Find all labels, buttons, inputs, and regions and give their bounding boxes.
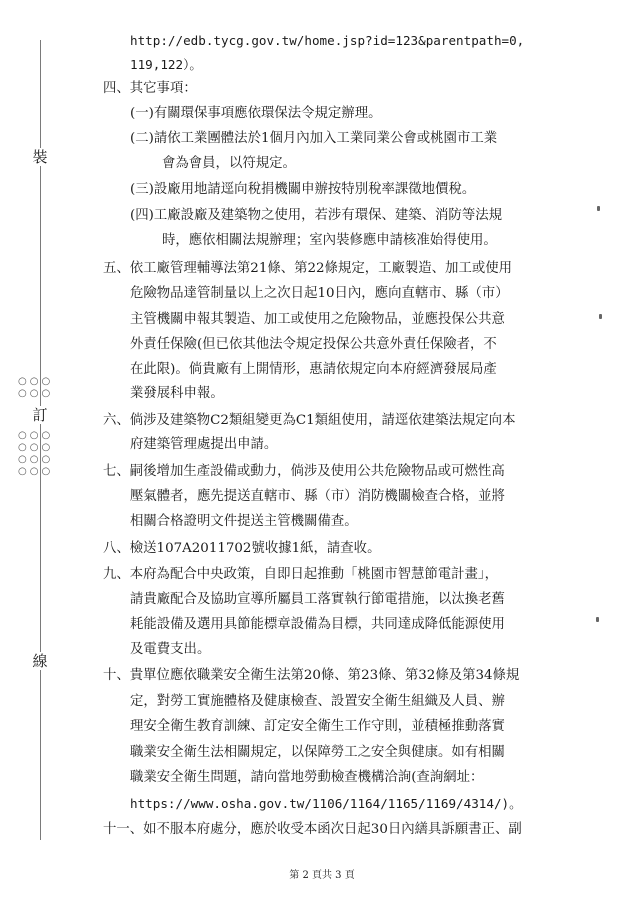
section-heading: 五、依工廠管理輔導法第21條、第22條規定，工廠製造、加工或使用 <box>103 261 513 276</box>
section-heading: 八、檢送107A2011702號收據1紙，請查收。 <box>103 541 381 556</box>
text-line: (四)工廠設廠及建築物之使用，若涉有環保、建築、消防等法規 <box>130 208 502 223</box>
section-heading: 十一、如不服本府處分，應於收受本函次日起30日內繕具訴願書正、副 <box>103 822 522 837</box>
text-line: (三)設廠用地請逕向稅捐機關申辦按特別稅率課徵地價稅。 <box>130 182 476 197</box>
binding-dots-bottom: ○○○ ○○○ ○○○ ○○○ <box>18 430 54 477</box>
text-line: 時，應依相關法規辦理；室內裝修應申請核准始得使用。 <box>162 233 497 248</box>
page-number: 第 2 頁共 3 頁 <box>289 870 355 881</box>
section-heading: 十、貴單位應依職業安全衛生法第20條、第23條、第32條及第34條規 <box>103 668 520 683</box>
text-line: 主管機關申報其製造、加工或使用之危險物品，並應投保公共意 <box>130 312 505 327</box>
text-line: 會為會員，以符規定。 <box>162 156 296 171</box>
section-heading: 四、其它事項： <box>103 81 197 96</box>
text-line: 及電費支出。 <box>130 642 211 657</box>
section-heading: 六、倘涉及建築物C2類組變更為C1類組使用，請逕依建築法規定向本 <box>103 413 516 428</box>
text-line: 職業安全衛生問題，請向當地勞動檢查機構洽詢(查詢網址： <box>130 770 484 785</box>
text-line: 理安全衛生教育訓練、訂定安全衛生工作守則，並積極推動落實 <box>130 719 505 734</box>
text-line: 業發展科申報。 <box>130 386 224 401</box>
section-heading: 七、嗣後增加生產設備或動力，倘涉及使用公共危險物品或可燃性高 <box>103 464 505 479</box>
text-line: 壓氣體者，應先提送直轄市、縣（市）消防機關檢查合格，並將 <box>130 489 505 504</box>
text-line: 職業安全衛生法相關規定，以保障勞工之安全與健康。如有相關 <box>130 745 505 760</box>
binding-char-zhuang: 裝 <box>32 148 48 166</box>
binding-char-ding: 訂 <box>32 406 48 424</box>
section-heading: 九、本府為配合中央政策，自即日起推動「桃園市智慧節電計畫」， <box>103 567 499 582</box>
text-line: (二)請依工業團體法於1個月內加入工業同業公會或桃園市工業 <box>130 131 498 146</box>
text-line: 府建築管理處提出申請。 <box>130 437 278 452</box>
text-line: 外責任保險(但已依其他法令規定投保公共意外責任保險者，不 <box>130 337 497 352</box>
text-line: 相關合格證明文件提送主管機關備查。 <box>130 514 358 529</box>
text-line: 定，對勞工實施體格及健康檢查、設置安全衛生組織及人員、辦 <box>130 694 505 709</box>
text-line: (一)有關環保事項應依環保法令規定辦理。 <box>130 106 382 121</box>
binding-char-xian: 線 <box>32 652 48 670</box>
text-line: 請貴廠配合及協助宣導所屬員工落實執行節電措施，以汰換老舊 <box>130 592 505 607</box>
binding-dots-top: ○○○ ○○○ <box>18 376 54 399</box>
text-line: 119,122）。 <box>130 57 202 72</box>
url-line: https://www.osha.gov.tw/1106/1164/1165/1169/4314/)。 <box>130 796 522 811</box>
text-line: http://edb.tycg.gov.tw/home.jsp?id=123&parentpath=0, <box>130 33 525 48</box>
text-line: 耗能設備及選用具節能標章設備為目標，共同達成降低能源使用 <box>130 617 505 632</box>
text-line: 在此限)。倘貴廠有上開情形，惠請依規定向本府經濟發展局產 <box>130 362 497 377</box>
text-line: 危險物品達管制量以上之次日起10日內，應向直轄市、縣（市） <box>130 286 509 301</box>
